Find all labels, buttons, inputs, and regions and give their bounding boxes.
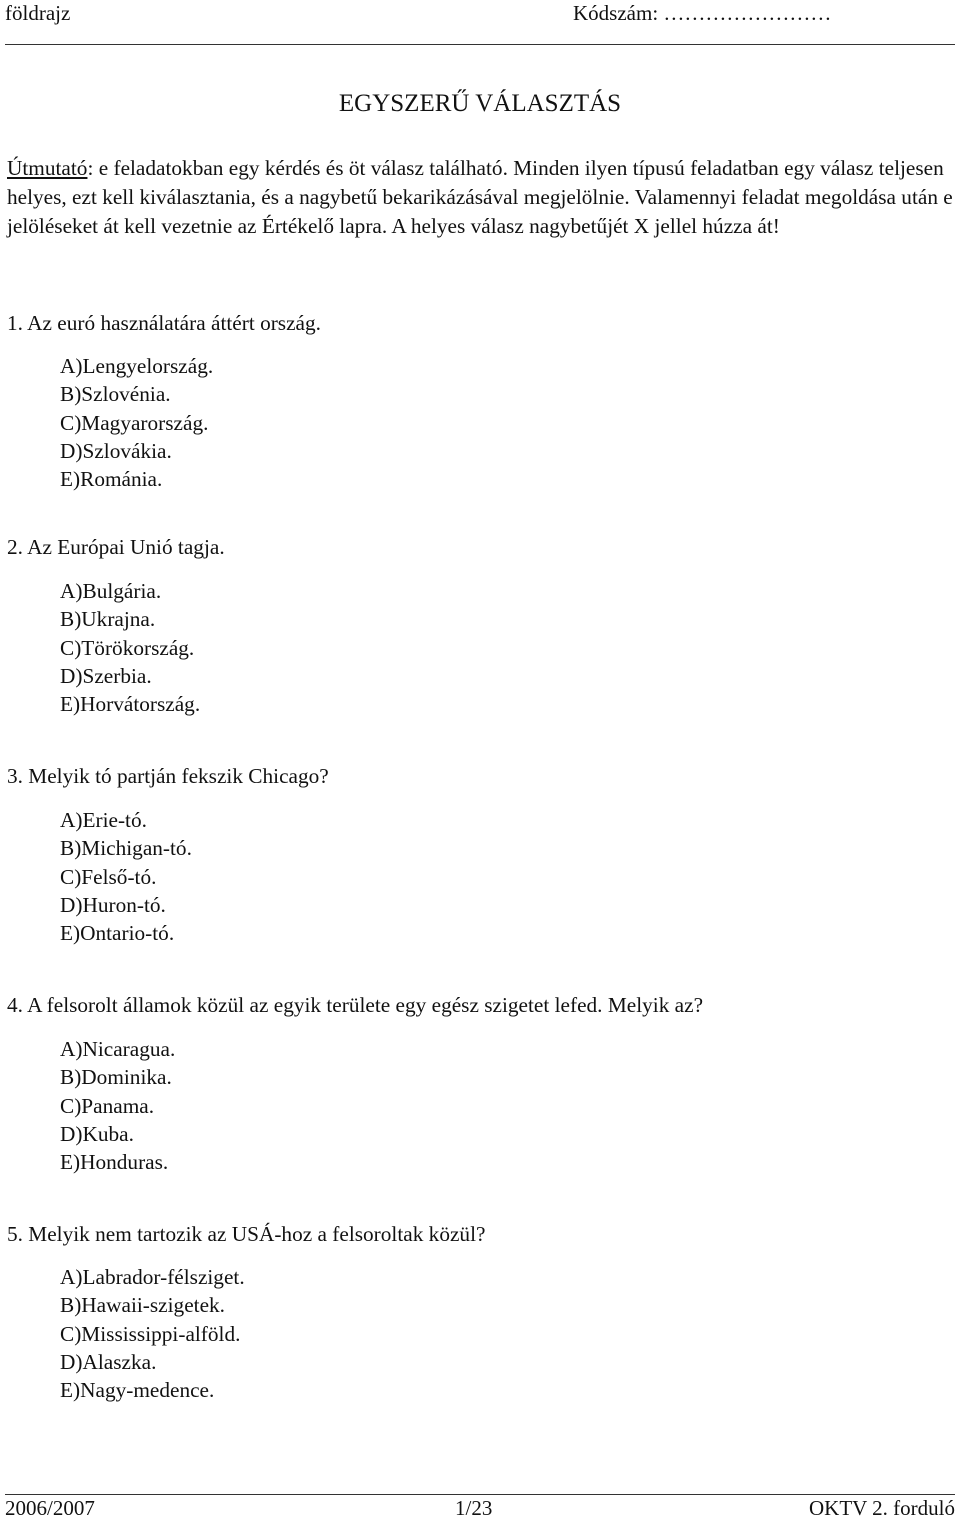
footer-year: 2006/2007 [5, 1496, 95, 1520]
option-b[interactable]: B)Ukrajna. [60, 607, 156, 632]
option-c[interactable]: C)Magyarország. [60, 410, 209, 435]
option-d[interactable]: D)Szerbia. [60, 663, 152, 688]
option-e[interactable]: E)Honduras. [60, 1150, 169, 1175]
section-title: EGYSZERŰ VÁLASZTÁS [338, 90, 622, 117]
option-d[interactable]: D)Kuba. [60, 1121, 134, 1146]
option-b[interactable]: B)Szlovénia. [60, 382, 171, 407]
option-e[interactable]: E)Horvátország. [60, 692, 201, 717]
subject-label: földrajz [5, 1, 71, 25]
option-e[interactable]: E)Ontario-tó. [60, 921, 175, 946]
option-a[interactable]: A)Lengyelország. [60, 354, 214, 378]
option-c[interactable]: C)Felső-tó. [60, 864, 157, 889]
question-3-options [60, 806, 192, 947]
option-e[interactable]: E)Románia. [60, 467, 163, 492]
instructions [7, 154, 955, 241]
question-3-text: 3. Melyik tó partján fekszik Chicago? [7, 764, 329, 788]
option-b[interactable]: B)Hawaii-szigetek. [60, 1293, 225, 1318]
question-4-text: 4. A felsorolt államok közül az egyik területe egy egész szigetet lefed. Melyik az? [7, 993, 704, 1017]
code-field [573, 0, 831, 26]
option-a[interactable]: A)Bulgária. [60, 579, 162, 603]
option-d[interactable]: D)Szlovákia. [60, 438, 172, 463]
option-a[interactable]: A)Erie-tó. [60, 808, 147, 832]
option-b[interactable]: B)Dominika. [60, 1065, 172, 1090]
question-1-text: 1. Az euró használatára áttért ország. [7, 311, 321, 335]
question-2-text: 2. Az Európai Unió tagja. [7, 535, 225, 559]
footer-page-number: 1/23 [455, 1496, 493, 1520]
code-dots: …………………… [658, 1, 832, 25]
option-e[interactable]: E)Nagy-medence. [60, 1378, 215, 1403]
option-d[interactable]: D)Alaszka. [60, 1349, 157, 1374]
option-a[interactable]: A)Labrador-félsziget. [60, 1265, 245, 1289]
option-b[interactable]: B)Michigan-tó. [60, 836, 192, 861]
option-d[interactable]: D)Huron-tó. [60, 892, 166, 917]
option-a[interactable]: A)Nicaragua. [60, 1037, 176, 1061]
question-5-text: 5. Melyik nem tartozik az USÁ-hoz a felsoroltak közül? [7, 1222, 486, 1246]
instructions-text: : e feladatokban egy kérdés és öt válasz található. Minden ilyen típusú feladatban egy válasz teljesen helyes, ezt kell kiválasztania, és a nagybetű bekarikázásával megjelölnie. Valamennyi feladat megoldása után e jelöléseket át kell vezetnie az Értékelő lapra. A helyes válasz nagybetűjét X jellel húzza át! [7, 156, 953, 238]
footer-competition: OKTV 2. forduló [808, 1496, 955, 1520]
page-header [5, 0, 955, 45]
question-5-options [60, 1263, 245, 1404]
question-2-options [60, 577, 200, 718]
code-label: Kódszám: [573, 1, 659, 25]
question-1-options [60, 352, 213, 493]
option-c[interactable]: C)Törökország. [60, 635, 195, 660]
instructions-lead: Útmutató [7, 156, 88, 180]
page-footer [5, 1494, 955, 1524]
question-4-options [60, 1035, 175, 1176]
option-c[interactable]: C)Panama. [60, 1093, 155, 1118]
option-c[interactable]: C)Mississippi-alföld. [60, 1321, 241, 1346]
